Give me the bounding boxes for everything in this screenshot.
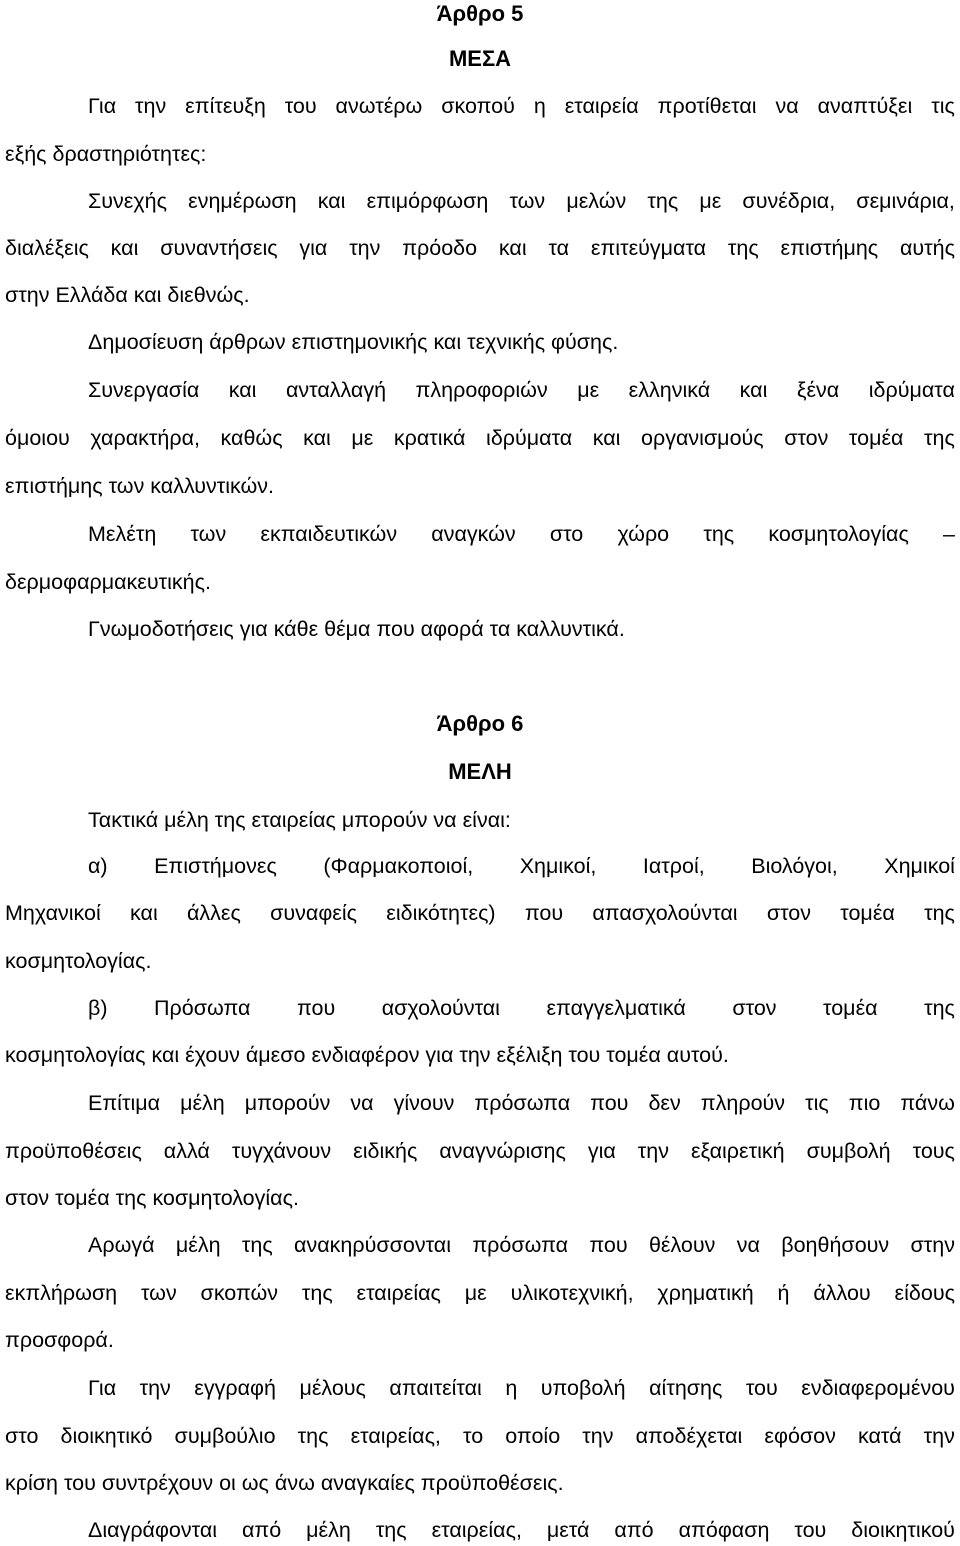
word: Χημικοί, [519, 854, 597, 878]
word: με [351, 426, 374, 450]
word: και [303, 426, 331, 450]
word: επαγγελματικά [546, 996, 686, 1020]
word: Συνεχής [88, 189, 167, 213]
word: καθώς [220, 426, 283, 450]
article-6-a-line-3: κοσμητολογίας. [5, 949, 152, 973]
word: Μελέτη [88, 522, 157, 546]
word: διαλέξεις [5, 236, 89, 260]
word: της [301, 1281, 333, 1305]
word: η [505, 1376, 518, 1400]
word: ειδικής [353, 1139, 418, 1163]
article-6-deletion-line-1 [88, 1516, 955, 1544]
word: εκπαιδευτικών [260, 522, 398, 546]
word: εγγραφή [194, 1376, 276, 1400]
word: Αρωγά [88, 1233, 155, 1257]
word: να [775, 94, 799, 118]
word: τις [931, 94, 955, 118]
article-6-intro: Τακτικά μέλη της εταιρείας μπορούν να είναι: [88, 808, 511, 832]
word: της [924, 996, 955, 1020]
word: στον [732, 996, 777, 1020]
word: την [349, 236, 381, 260]
word: – [943, 522, 955, 546]
word: για [587, 1139, 616, 1163]
word: επίτευξη [185, 94, 266, 118]
word: πληρούν [700, 1091, 786, 1115]
word: Διαγράφονται [88, 1518, 218, 1542]
word: Χημικοί [884, 854, 955, 878]
word: αίτησης [649, 1376, 723, 1400]
word: επιστήμης [780, 236, 879, 260]
article-6-a-line-2 [5, 899, 955, 927]
word: Βιολόγοι, [751, 854, 838, 878]
word: απόφαση [678, 1518, 770, 1542]
word: είδους [894, 1281, 955, 1305]
word: των [190, 522, 227, 546]
word: απασχολούνται [592, 901, 738, 925]
word: επιμόρφωση [366, 189, 489, 213]
word: Επίτιμα [88, 1091, 161, 1115]
word: του [284, 94, 317, 118]
article-5-p6-line-1: Γνωμοδοτήσεις για κάθε θέμα που αφορά τα καλλυντικά. [88, 617, 625, 641]
word: ελληνικά [628, 378, 711, 402]
word: του [745, 1376, 778, 1400]
word: στον [784, 426, 829, 450]
article-6-a-line-1 [88, 852, 955, 880]
article-6-title: Άρθρο 6 [436, 711, 524, 736]
article-6-registration-line-3: κρίση του συντρέχουν οι ως άνω αναγκαίες προϋποθέσεις. [5, 1471, 564, 1495]
article-5-p4-line-2 [5, 424, 955, 452]
word: ανωτέρω [335, 94, 423, 118]
word: μέλη [175, 1233, 221, 1257]
word: της [924, 901, 955, 925]
word: που [524, 901, 564, 925]
word: πρόοδο [402, 236, 478, 260]
word: γίνουν [393, 1091, 455, 1115]
word: τομέα [848, 426, 904, 450]
word: κοσμητολογίας [768, 522, 909, 546]
word: που [590, 1091, 629, 1115]
word: (Φαρμακοποιοί, [323, 854, 474, 878]
word: με [577, 378, 600, 402]
article-6-subtitle: ΜΕΛΗ [448, 759, 512, 784]
word: που [296, 996, 336, 1020]
word: Ιατροί, [642, 854, 705, 878]
article-6-b-line-2: κοσμητολογίας και έχουν άμεσο ενδιαφέρον για την εξέλιξη του τομέα αυτού. [5, 1043, 729, 1067]
word: σκοπού [441, 94, 515, 118]
word: τα [548, 236, 570, 260]
word: αναπτύξει [817, 94, 913, 118]
word: στον [766, 901, 812, 925]
word: με [699, 189, 722, 213]
word: του [794, 1518, 827, 1542]
word: για [299, 236, 328, 260]
word: υλικοτεχνική, [510, 1281, 634, 1305]
word: σκοπών [200, 1281, 279, 1305]
word: μέλους [299, 1376, 366, 1400]
word: η [533, 94, 546, 118]
word: συνέδρια, [742, 189, 836, 213]
word: κρατικά [393, 426, 466, 450]
word: από [614, 1518, 654, 1542]
word: Πρόσωπα [154, 996, 251, 1020]
word: της [924, 426, 955, 450]
word: προϋποθέσεις [5, 1139, 142, 1163]
word: πρόσωπα [472, 1233, 569, 1257]
word: πληροφοριών [415, 378, 548, 402]
word: τυγχάνουν [231, 1139, 332, 1163]
word: ανταλλαγή [285, 378, 387, 402]
word: μετά [546, 1518, 590, 1542]
word: άλλες [187, 901, 241, 925]
article-6-b-line-1 [88, 994, 955, 1022]
word: διοικητικό [60, 1424, 153, 1448]
article-6-supporting-line-2 [5, 1279, 955, 1307]
word: συναφείς [270, 901, 358, 925]
article-6-honorary-line-2 [5, 1137, 955, 1165]
word: εκπλήρωση [5, 1281, 118, 1305]
word: και [130, 901, 158, 925]
word: της [375, 1518, 407, 1542]
word: ιδρύματα [486, 426, 573, 450]
word: θέλουν [648, 1233, 716, 1257]
word: ιδρύματα [868, 378, 955, 402]
word: και [592, 426, 621, 450]
word: Συνεργασία [88, 378, 200, 402]
word: αυτής [899, 236, 955, 260]
word: τομέα [840, 901, 895, 925]
word: επιτεύγματα [590, 236, 707, 260]
article-5-subtitle: ΜΕΣΑ [448, 46, 512, 71]
word: οποίο [505, 1424, 561, 1448]
word: της [647, 189, 679, 213]
word: της [241, 1233, 273, 1257]
word: εξαιρετική [690, 1139, 785, 1163]
word: και [317, 189, 346, 213]
word: των [509, 189, 546, 213]
word: διοικητικού [851, 1518, 955, 1542]
article-5-p1-line-1 [88, 92, 955, 120]
word: σεμινάρια, [856, 189, 955, 213]
word: συναντήσεις [160, 236, 278, 260]
word: α) [88, 854, 108, 878]
word: αποδέχεται [635, 1424, 743, 1448]
article-5-p1-line-2: εξής δραστηριότητες: [5, 142, 207, 166]
article-5-p5-line-2: δερμοφαρμακευτικής. [5, 570, 211, 594]
article-6-registration-line-1 [88, 1374, 955, 1402]
word: της [727, 236, 759, 260]
article-5-p2-line-1 [88, 187, 955, 215]
word: ασχολούνται [381, 996, 500, 1020]
word: Για [88, 94, 117, 118]
word: τομέα [823, 996, 878, 1020]
article-6-supporting-line-3: προσφορά. [5, 1328, 114, 1352]
word: το [463, 1424, 484, 1448]
article-5-p4-line-3: επιστήμης των καλλυντικών. [5, 474, 274, 498]
word: και [110, 236, 139, 260]
word: μελών [566, 189, 627, 213]
word: υποβολή [540, 1376, 626, 1400]
word: προτίθεται [657, 94, 757, 118]
word: και [739, 378, 768, 402]
article-5-p3-line-1: Δημοσίευση άρθρων επιστημονικής και τεχνικής φύσης. [88, 330, 619, 354]
word: που [589, 1233, 628, 1257]
word: εταιρεία [564, 94, 639, 118]
word: πάνω [900, 1091, 955, 1115]
word: την [923, 1424, 955, 1448]
word: αναγκών [431, 522, 516, 546]
word: συμβούλιο [174, 1424, 276, 1448]
word: της [297, 1424, 329, 1448]
word: των [140, 1281, 177, 1305]
word: απαιτείται [389, 1376, 482, 1400]
word: κατά [858, 1424, 902, 1448]
word: δεν [648, 1091, 681, 1115]
word: μέλη [180, 1091, 225, 1115]
article-5-p2-line-2 [5, 234, 955, 262]
article-6-supporting-line-1 [88, 1231, 955, 1259]
word: πρόσωπα [474, 1091, 571, 1115]
article-5-p5-line-1 [88, 520, 955, 548]
word: χώρο [617, 522, 670, 546]
word: Επιστήμονες [154, 854, 277, 878]
word: Μηχανικοί [5, 901, 101, 925]
word: βοηθήσουν [781, 1233, 890, 1257]
word: και [228, 378, 257, 402]
word: χρηματική [657, 1281, 754, 1305]
word: εταιρείας, [350, 1424, 441, 1448]
word: να [736, 1233, 760, 1257]
word: την [139, 1376, 171, 1400]
word: χαρακτήρα, [90, 426, 200, 450]
article-6-registration-line-2 [5, 1422, 955, 1450]
article-6-honorary-line-1 [88, 1089, 955, 1117]
article-5-p4-line-1 [88, 376, 955, 404]
word: με [464, 1281, 487, 1305]
word: στην [910, 1233, 955, 1257]
word: από [241, 1518, 282, 1542]
word: την [135, 94, 167, 118]
word: αλλά [163, 1139, 210, 1163]
word: ειδικότητες) [386, 901, 496, 925]
word: στο [549, 522, 584, 546]
word: εταιρείας, [431, 1518, 522, 1542]
word: ενημέρωση [188, 189, 297, 213]
article-5-title: Άρθρο 5 [436, 1, 524, 26]
word: μπορούν [244, 1091, 331, 1115]
word: τους [912, 1139, 955, 1163]
word: όμοιου [5, 426, 70, 450]
word: ενδιαφερομένου [801, 1376, 955, 1400]
word: και [498, 236, 527, 260]
word: ξένα [796, 378, 840, 402]
word: οργανισμούς [641, 426, 764, 450]
word: της [703, 522, 735, 546]
word: πιο [848, 1091, 881, 1115]
article-5-p2-line-3: στην Ελλάδα και διεθνώς. [5, 283, 250, 307]
word: ανακηρύσσονται [294, 1233, 451, 1257]
word: μέλη [306, 1518, 351, 1542]
article-6-honorary-line-3: στον τομέα της κοσμητολογίας. [5, 1186, 299, 1210]
word: τις [805, 1091, 829, 1115]
word: άλλου [813, 1281, 871, 1305]
word: συμβολή [806, 1139, 891, 1163]
word: αναγνώρισης [439, 1139, 566, 1163]
word: Για [88, 1376, 117, 1400]
word: την [637, 1139, 669, 1163]
word: την [582, 1424, 614, 1448]
word: στο [5, 1424, 39, 1448]
word: να [350, 1091, 374, 1115]
word: εταιρείας [356, 1281, 441, 1305]
word: β) [88, 996, 108, 1020]
word: εφόσον [764, 1424, 836, 1448]
word: ή [777, 1281, 790, 1305]
